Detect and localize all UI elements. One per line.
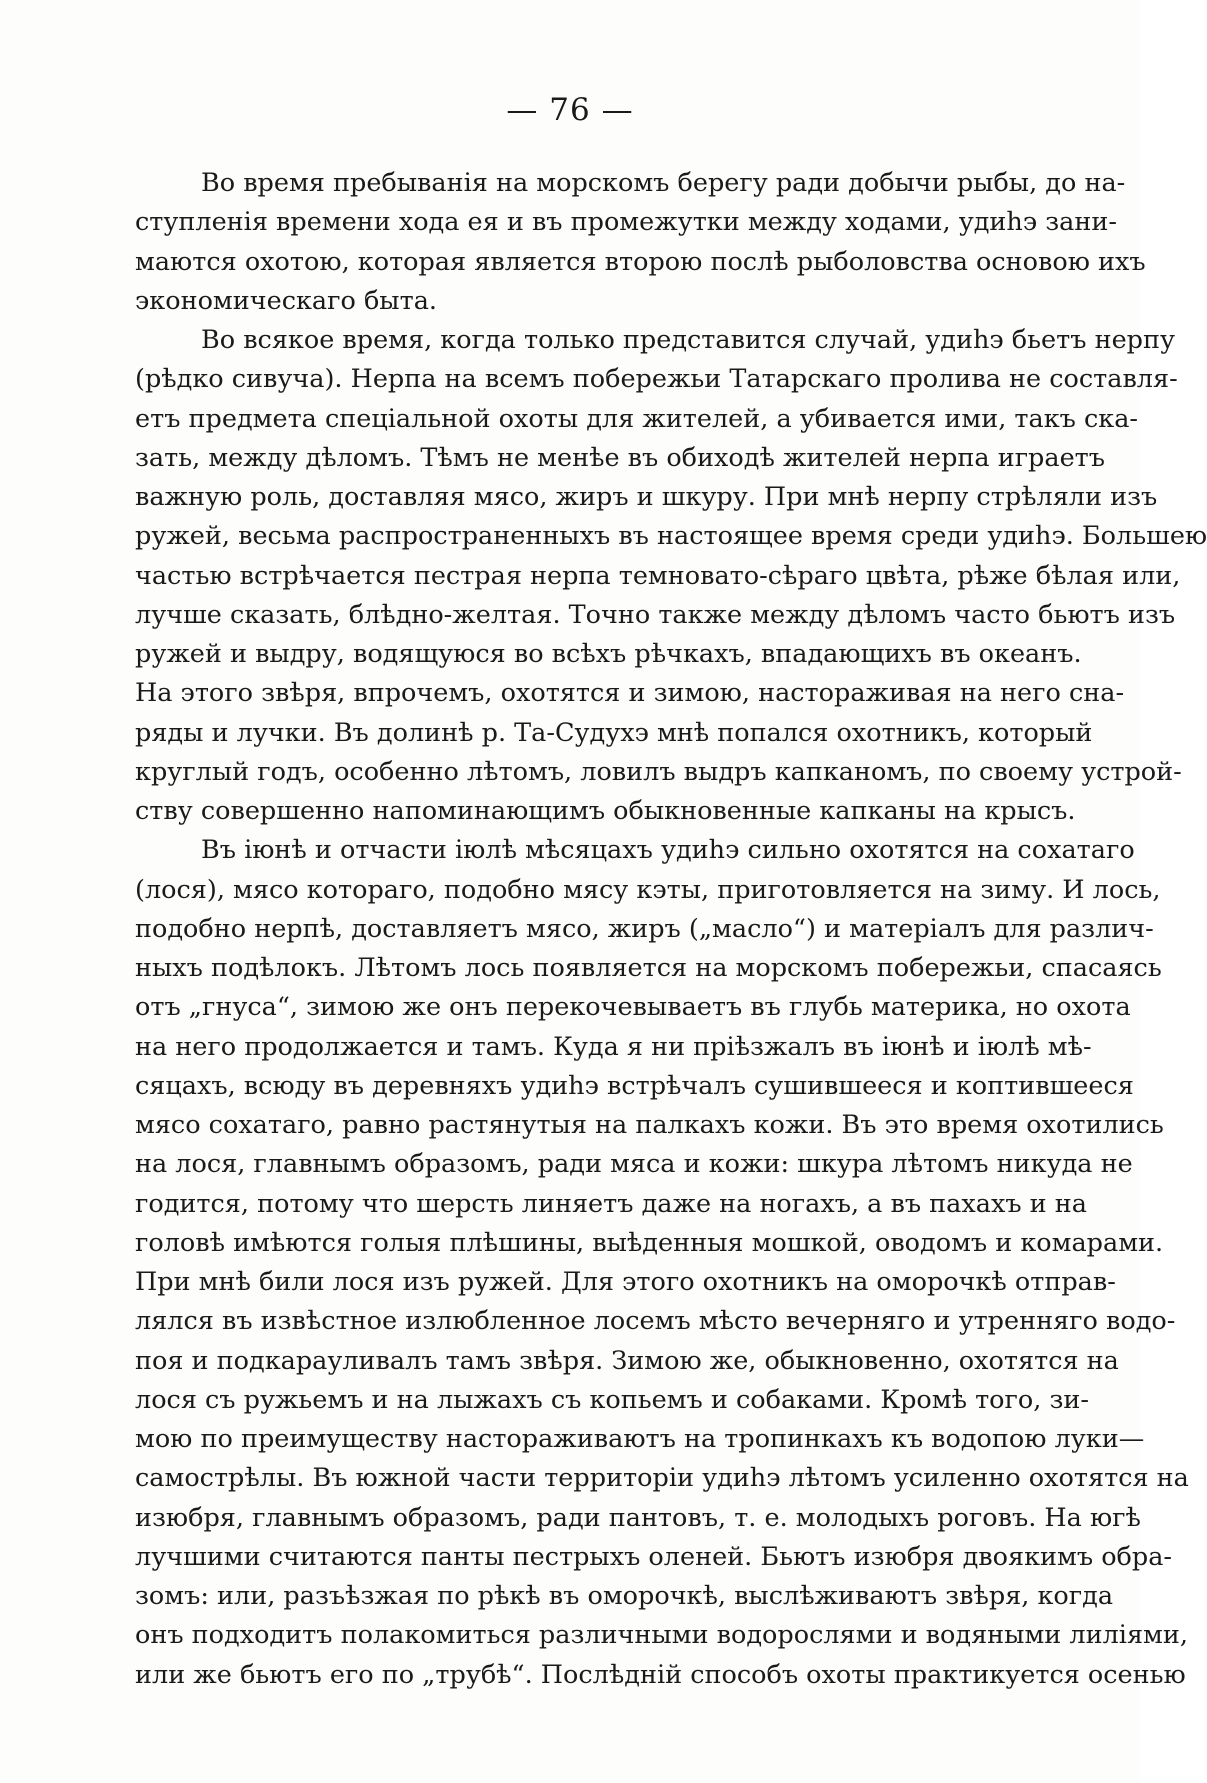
- text-line: важную роль, доставляя мясо, жиръ и шкуру. При мнѣ нерпу стрѣляли изъ: [135, 482, 1158, 512]
- paragraph: [135, 831, 1189, 1695]
- text-line: изюбря, главнымъ образомъ, ради пантовъ, т. е. молодыхъ роговъ. На югѣ: [135, 1502, 1141, 1533]
- text-line: поя и подкарауливалъ тамъ звѣря. Зимою же, обыкновенно, охотятся на: [135, 1345, 1119, 1376]
- paragraph: [135, 164, 1146, 321]
- text-line: лучшими считаются панты пестрыхъ оленей. Бьютъ изюбря двоякимъ обра-: [135, 1541, 1173, 1572]
- text-line: етъ предмета спеціальной охоты для жителей, а убивается ими, такъ ска-: [135, 403, 1139, 434]
- text-line: мясо сохатаго, равно растянутыя на палкахъ кожи. Въ это время охотились: [135, 1110, 1164, 1140]
- text-line: лося съ ружьемъ и на лыжахъ съ копьемъ и собаками. Кромѣ того, зи-: [135, 1384, 1089, 1415]
- text-line: ступленія времени хода ея и въ промежутки между ходами, удиһэ зани-: [135, 207, 1117, 238]
- text-line: Во время пребыванія на морскомъ берегу ради добычи рыбы, до на-: [201, 168, 1126, 198]
- text-line: или же бьютъ его по „трубѣ“. Послѣдній способъ охоты практикуется осенью: [135, 1659, 1186, 1690]
- text-line: ряды и лучки. Въ долинѣ р. Та-Судухэ мнѣ попался охотникъ, который: [135, 717, 1093, 748]
- text-line: на лося, главнымъ образомъ, ради мяса и кожи: шкура лѣтомъ никуда не: [135, 1149, 1133, 1180]
- text-line: При мнѣ били лося изъ ружей. Для этого охотникъ на оморочкѣ отправ-: [135, 1267, 1116, 1297]
- text-line: (лося), мясо котораго, подобно мясу кэты, приготовляется на зиму. И лось,: [135, 874, 1161, 905]
- text-line: Во всякое время, когда только представится случай, удиһэ бьетъ нерпу: [201, 325, 1175, 355]
- text-line: лялся въ извѣстное излюбленное лосемъ мѣсто вечерняго и утренняго водо-: [135, 1306, 1176, 1337]
- text-line: самострѣлы. Въ южной части территоріи удиһэ лѣтомъ усиленно охотятся на: [135, 1463, 1189, 1494]
- text-line: годится, потому что шерсть линяетъ даже на ногахъ, а въ пахахъ и на: [135, 1188, 1087, 1219]
- text-line: отъ „гнуса“, зимою же онъ перекочевываетъ въ глубь материка, но охота: [135, 992, 1131, 1023]
- text-line: на него продолжается и тамъ. Куда я ни пріѣзжалъ въ іюнѣ и іюлѣ мѣ-: [135, 1031, 1092, 1062]
- text-line: круглый годъ, особенно лѣтомъ, ловилъ выдръ капканомъ, по своему устрой-: [135, 756, 1182, 787]
- text-line: экономическаго быта.: [135, 285, 438, 316]
- text-line: зать, между дѣломъ. Тѣмъ не менѣе въ обиходѣ жителей нерпа играетъ: [135, 442, 1106, 473]
- text-line: мою по преимуществу настораживаютъ на тропинкахъ къ водопою луки—: [135, 1424, 1145, 1454]
- paragraph: [135, 321, 1207, 831]
- text-line: Въ іюнѣ и отчасти іюлѣ мѣсяцахъ удиһэ сильно охотятся на сохатаго: [201, 835, 1135, 866]
- text-line: На этого звѣря, впрочемъ, охотятся и зимою, настораживая на него сна-: [135, 678, 1125, 709]
- text-line: зомъ: или, разъѣзжая по рѣкѣ въ оморочкѣ, выслѣживаютъ звѣря, когда: [135, 1581, 1114, 1611]
- text-line: лучше сказать, блѣдно-желтая. Точно также между дѣломъ часто бьютъ изъ: [135, 599, 1176, 630]
- text-line: ружей и выдру, водящуюся во всѣхъ рѣчкахъ, впадающихъ въ океанъ.: [135, 639, 1082, 669]
- text-line: ныхъ подѣлокъ. Лѣтомъ лось появляется на морскомъ побережьи, спасаясь: [135, 953, 1162, 983]
- text-line: сяцахъ, всюду въ деревняхъ удиһэ встрѣчалъ сушившееся и коптившееся: [135, 1070, 1134, 1101]
- text-line: (рѣдко сивуча). Нерпа на всемъ побережьи Татарскаго пролива не составля-: [135, 364, 1178, 395]
- text-line: ству совершенно напоминающимъ обыкновенные капканы на крысъ.: [135, 796, 1076, 826]
- text-line: головѣ имѣются голыя плѣшины, выѣденныя мошкой, оводомъ и комарами.: [135, 1227, 1164, 1258]
- text-line: подобно нерпѣ, доставляетъ мясо, жиръ („масло“) и матеріалъ для различ-: [135, 913, 1154, 944]
- text-line: частью встрѣчается пестрая нерпа темновато-сѣраго цвѣта, рѣже бѣлая или,: [135, 560, 1181, 591]
- page-number: — 76 —: [506, 92, 634, 128]
- body-text: [135, 164, 1207, 1695]
- text-line: маются охотою, которая является второю послѣ рыболовства основою ихъ: [135, 246, 1146, 277]
- text-line: онъ подходитъ полакомиться различными водорослями и водяными лиліями,: [135, 1620, 1188, 1651]
- text-line: ружей, весьма распространенныхъ въ настоящее время среди удиһэ. Большею: [135, 521, 1207, 552]
